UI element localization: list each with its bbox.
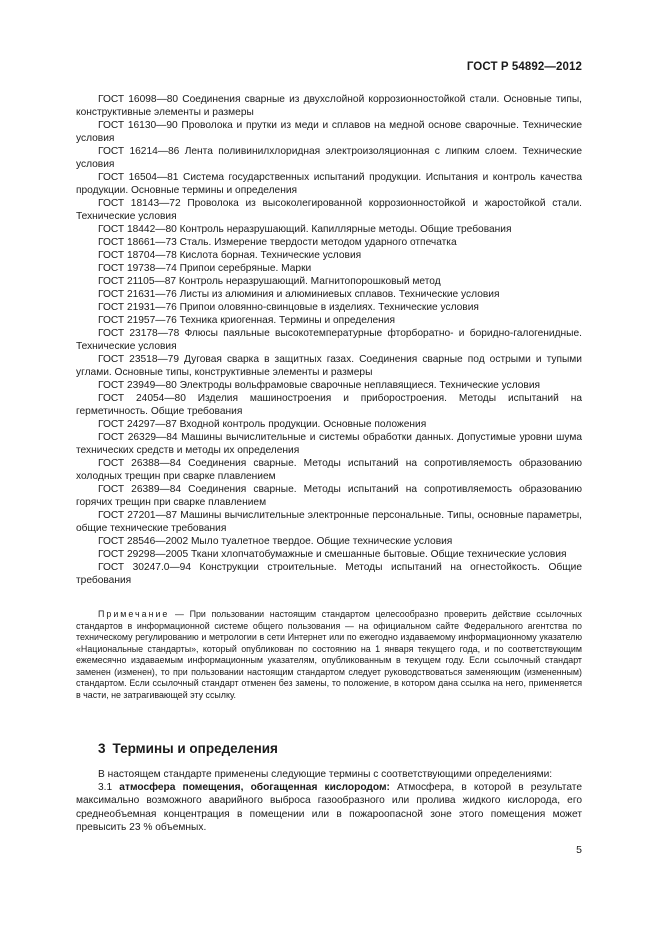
- reference-item: ГОСТ 16130—90 Проволока и прутки из меди и сплавов на медной основе сварочные. Технические условия: [76, 120, 582, 144]
- term-number: 3.1: [98, 782, 113, 794]
- reference-item: ГОСТ 18661—73 Сталь. Измерение твердости методом ударного отпечатка: [98, 237, 457, 248]
- reference-item: ГОСТ 18704—78 Кислота борная. Технические условия: [98, 250, 362, 261]
- note-paragraph: [76, 609, 582, 701]
- reference-item: ГОСТ 23949—80 Электроды вольфрамовые сварочные неплавящиеся. Технические условия: [98, 380, 541, 391]
- reference-item: ГОСТ 16098—80 Соединения сварные из двухслойной коррозионностойкой стали. Основные типы, конструктивные элементы и размеры: [76, 94, 582, 118]
- term-name: атмосфера помещения, обогащенная кислородом:: [119, 782, 390, 794]
- reference-item: ГОСТ 21105—87 Контроль неразрушающий. Магнитопорошковый метод: [98, 276, 441, 287]
- reference-item: ГОСТ 21931—76 Припои оловянно-свинцовые в изделиях. Технические условия: [98, 302, 479, 313]
- reference-item: ГОСТ 16504—81 Система государственных испытаний продукции. Испытания и контроль качества продукции. Основные термины и определения: [76, 172, 582, 196]
- reference-item: ГОСТ 21957—76 Техника криогенная. Термины и определения: [98, 315, 396, 326]
- term-definition: Атмосфера, в которой в результате максимально возможного аварийного выброса газообразного или пролива жидкого кислорода, его среднеобъемная концентрация в помещении или в пожароопасной зоне этого помещения может превысить 23 % объемных.: [76, 782, 582, 833]
- standard-code-header: ГОСТ Р 54892—2012: [466, 61, 582, 73]
- reference-item: ГОСТ 23518—79 Дуговая сварка в защитных газах. Соединения сварные под острыми и тупыми углами. Основные типы, конструктивные элементы и размеры: [76, 354, 582, 378]
- note-text: При пользовании настоящим стандартом целесообразно проверить действие ссылочных стандартов в информационной системе общего пользования — на официальном сайте Федерального агентства по техническому регулированию и метрологии в сети Интернет или по ежегодно издаваемому информационному указателю «Национальные стандарты», который опубликован по состоянию на 1 января текущего года, и по соответствующим ежемесячно издаваемым информационным указателям, опубликованным в текущем году. Если ссылочный стандарт заменен (изменен), то при пользовании настоящим стандартом следует руководствоваться заменяющим (измененным) стандартом. Если ссылочный стандарт отменен без замены, то положение, в котором дана ссылка на него, применяется в части, не затрагивающей эту ссылку.: [76, 609, 582, 700]
- reference-item: ГОСТ 27201—87 Машины вычислительные электронные персональные. Типы, основные параметры, общие технические требования: [76, 510, 582, 534]
- reference-item: ГОСТ 19738—74 Припои серебряные. Марки: [98, 263, 312, 274]
- reference-item: ГОСТ 26329—84 Машины вычислительные и системы обработки данных. Допустимые уровни шума технических средств и методы их определения: [76, 432, 582, 456]
- section-body: [76, 768, 582, 834]
- reference-item: ГОСТ 26388—84 Соединения сварные. Методы испытаний на сопротивляемость образованию холодных трещин при сварке плавлением: [76, 458, 582, 482]
- reference-item: ГОСТ 18442—80 Контроль неразрушающий. Капиллярные методы. Общие требования: [98, 224, 512, 235]
- section-heading: [76, 741, 582, 756]
- reference-item: ГОСТ 24297—87 Входной контроль продукции. Основные положения: [98, 419, 427, 430]
- note-label: Примечание: [98, 609, 170, 619]
- reference-item: ГОСТ 24054—80 Изделия машиностроения и приборостроения. Методы испытаний на герметичность. Общие требования: [76, 393, 582, 417]
- reference-item: ГОСТ 18143—72 Проволока из высоколегированной коррозионностойкой и жаростойкой стали. Технические условия: [76, 198, 582, 222]
- section-intro: В настоящем стандарте применены следующие термины с соответствующими определениями:: [98, 769, 553, 780]
- note-dash: —: [169, 609, 190, 619]
- section-number: 3: [98, 741, 106, 756]
- reference-item: ГОСТ 28546—2002 Мыло туалетное твердое. Общие технические условия: [98, 536, 453, 547]
- normative-references-list: [76, 93, 582, 587]
- section-title: Термины и определения: [112, 741, 278, 756]
- reference-item: ГОСТ 16214—86 Лента поливинилхлоридная электроизоляционная с липким слоем. Технические условия: [76, 146, 582, 170]
- reference-item: ГОСТ 23178—78 Флюсы паяльные высокотемпературные фторборатно- и боридно-галогенидные. Технические условия: [76, 328, 582, 352]
- reference-item: ГОСТ 29298—2005 Ткани хлопчатобумажные и смешанные бытовые. Общие технические условия: [98, 549, 567, 560]
- page-number: 5: [576, 844, 582, 856]
- reference-item: ГОСТ 30247.0—94 Конструкции строительные. Методы испытаний на огнестойкость. Общие требования: [76, 562, 582, 586]
- term-definition-paragraph: [76, 781, 582, 834]
- reference-item: ГОСТ 26389—84 Соединения сварные. Методы испытаний на сопротивляемость образованию горячих трещин при сварке плавлением: [76, 484, 582, 508]
- reference-item: ГОСТ 21631—76 Листы из алюминия и алюминиевых сплавов. Технические условия: [98, 289, 500, 300]
